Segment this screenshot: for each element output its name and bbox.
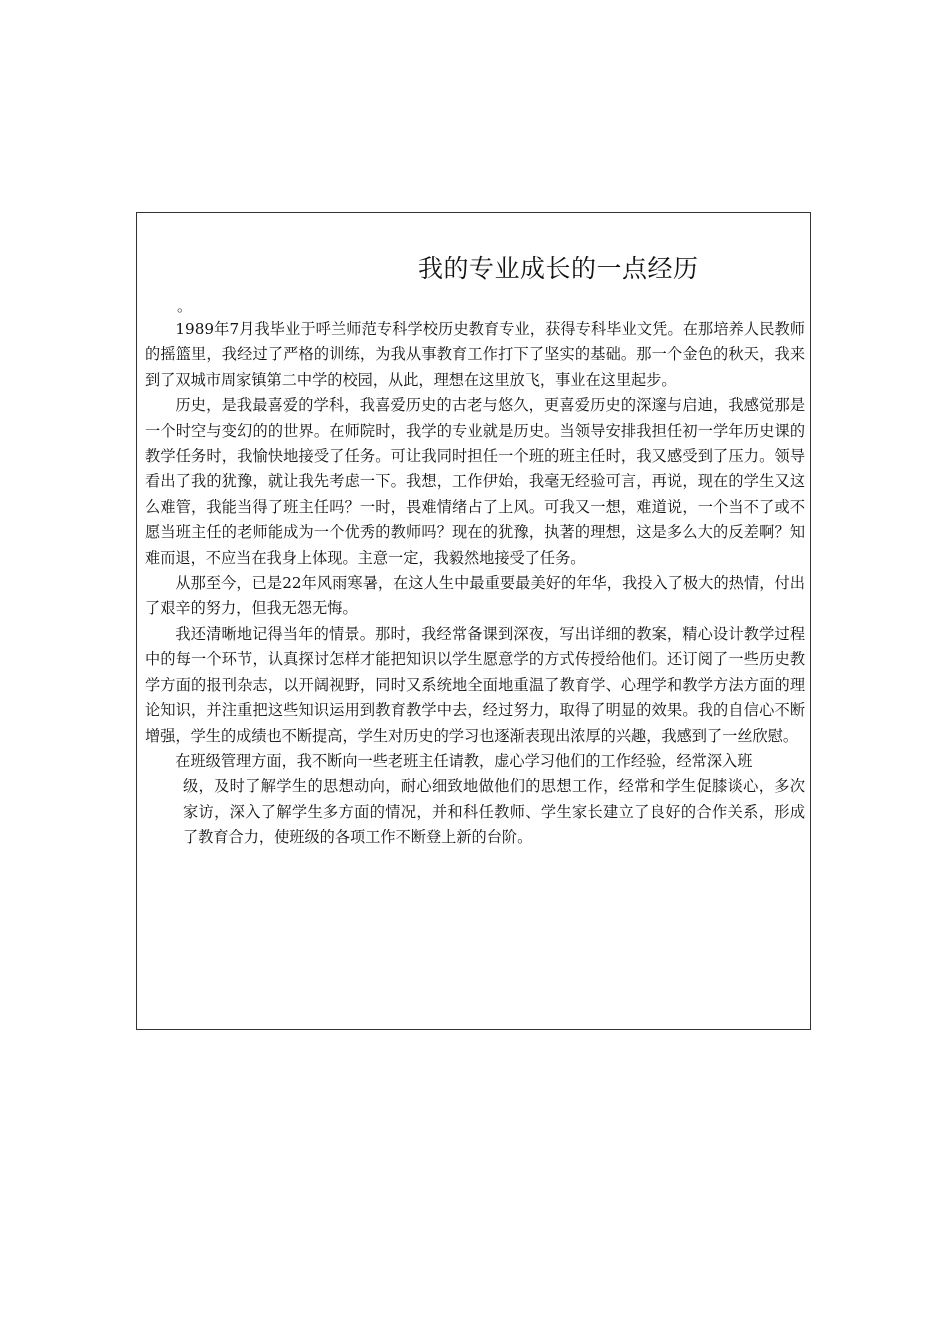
document-body: [145, 317, 805, 851]
stray-punctuation: 。: [177, 297, 193, 315]
document-title: 我的专业成长的一点经历: [418, 254, 699, 283]
paragraph-memories: 我还清晰地记得当年的情景。那时，我经常备课到深夜，写出详细的教案，精心设计教学过程中的每一个环节，认真探讨怎样才能把知识以学生愿意学的方式传授给他们。还订阅了一些历史教学方面的报刊杂志，以开阔视野，同时又系统地全面地重温了教育学、心理学和教学方法方面的理论知识，并注重把这些知识运用到教育教学中去，经过努力，取得了明显的效果。我的自信心不断增强，学生的成绩也不断提高，学生对历史的学习也逐渐表现出浓厚的兴趣，我感到了一丝欣慰。: [145, 624, 805, 745]
paragraph-class-management-first-line: 在班级管理方面，我不断向一些老班主任请教，虚心学习他们的工作经验，经常深入班: [175, 751, 753, 770]
paragraph-history-love: 历史，是我最喜爱的学科，我喜爱历史的古老与悠久，更喜爱历史的深邃与启迪，我感觉那是一个时空与变幻的的世界。在师院时，我学的专业就是历史。当领导安排我担任初一学年历史课的教学任务时，我愉快地接受了任务。可让我同时担任一个班的班主任时，我又感受到了压力。领导看出了我的犹豫，就让我先考虑一下。我想，工作伊始，我毫无经验可言，再说，现在的学生又这么难管，我能当得了班主任吗？一时，畏难情绪占了上风。可我又一想，难道说，一个当不了或不愿当班主任的老师能成为一个优秀的教师吗？现在的犹豫，执著的理想，这是多么大的反差啊？知难而退，不应当在我身上体现。主意一定，我毅然地接受了任务。: [145, 396, 805, 567]
paragraph-class-management-rest: 级，及时了解学生的思想动向，耐心细致地做他们的思想工作，经常和学生促膝谈心，多次家访，深入了解学生多方面的情况，并和科任教师、学生家长建立了良好的合作关系，形成了教育合力，使班级的各项工作不断登上新的台阶。: [182, 777, 805, 847]
document-frame: [136, 212, 811, 1030]
paragraph-since-then: 从那至今，已是22年风雨寒暑，在这人生中最重要最美好的年华，我投入了极大的热情，付出了艰辛的努力，但我无怨无悔。: [145, 574, 805, 618]
paragraph-class-management: [145, 749, 805, 851]
paragraph-graduation: 1989年7月我毕业于呼兰师范专科学校历史教育专业，获得专科毕业文凭。在那培养人民教师的摇篮里，我经过了严格的训练，为我从事教育工作打下了坚实的基础。那一个金色的秋天，我来到了双城市周家镇第二中学的校园，从此，理想在这里放飞，事业在这里起步。: [145, 320, 805, 389]
